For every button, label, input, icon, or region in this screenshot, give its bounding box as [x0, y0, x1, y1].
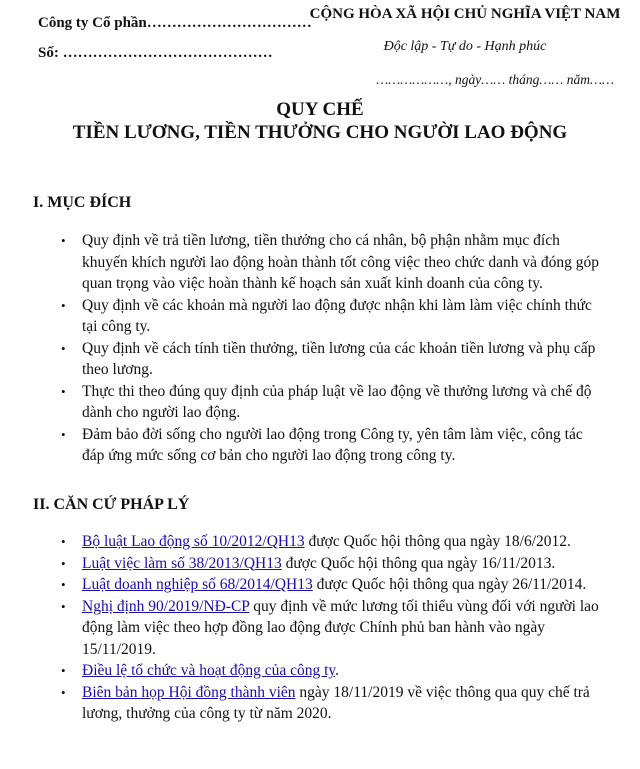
purpose-list: [60, 230, 600, 467]
bullet-icon: •: [61, 383, 66, 399]
nation-name: CỘNG HÒA XÃ HỘI CHỦ NGHĨA VIỆT NAM: [309, 6, 621, 22]
list-item-text: Quy định về trả tiền lương, tiền thưởng cho cá nhân, bộ phận nhằm mục đích khuyến khích người lao động hoàn thành tốt công việc theo chức danh và đóng góp quan trọng vào việc hoàn thành kế hoạch sản xuất kinh doanh của công ty.: [82, 232, 600, 292]
bullet-icon: •: [61, 297, 66, 313]
list-item: [60, 574, 600, 596]
bullet-icon: •: [61, 684, 66, 700]
bullet-icon: •: [61, 426, 66, 442]
board-minutes-link[interactable]: Biên bản họp Hội đồng thành viên: [82, 683, 296, 701]
list-item: [60, 338, 600, 381]
list-item-text: được Quốc hội thông qua ngày 16/11/2013.: [281, 554, 556, 572]
list-item-text: Đảm bảo đời sống cho người lao động trong Công ty, yên tâm làm việc, công tác đáp ứng mức sống cơ bản cho người lao động trong công ty.: [82, 425, 583, 464]
employment-law-link[interactable]: Luật việc làm số 38/2013/QH13: [82, 554, 282, 572]
bullet-icon: •: [61, 233, 66, 248]
labor-code-link[interactable]: Bộ luật Lao động số 10/2012/QH13: [82, 533, 305, 550]
document-subtitle: TIỀN LƯƠNG, TIỀN THƯỞNG CHO NGƯỜI LAO ĐỘNG: [72, 122, 568, 143]
bullet-icon: •: [61, 555, 66, 571]
legal-basis-list: [60, 531, 600, 725]
document-title: QUY CHẾ: [276, 99, 364, 120]
list-item: [60, 682, 600, 725]
bullet-icon: •: [61, 598, 66, 614]
enterprise-law-link[interactable]: Luật doanh nghiệp số 68/2014/QH13: [82, 576, 313, 593]
section-heading-purpose: I. MỤC ĐÍCH: [33, 194, 132, 211]
list-item: [60, 295, 600, 338]
bullet-icon: •: [61, 340, 66, 356]
section-heading-legal-basis: II. CĂN CỨ PHÁP LÝ: [33, 496, 190, 513]
list-item-text: Thực thi theo đúng quy định của pháp luật về lao động về thưởng lương và chế độ dành cho người lao động.: [82, 382, 592, 421]
list-item-text: quy định về mức lương tối thiểu vùng đối với người lao động làm việc theo hợp đồng lao động được Chính phủ ban hành vào ngày 15/11/2019.: [82, 597, 599, 658]
bullet-icon: •: [61, 663, 66, 678]
list-item: [60, 553, 600, 575]
list-item: [60, 381, 600, 424]
company-label: Công ty Cổ phần……………………………: [38, 15, 312, 31]
list-item-text: được Quốc hội thông qua ngày 18/6/2012.: [304, 533, 571, 550]
list-item-text: ngày 18/11/2019 về việc thông qua quy chế trả lương, thưởng của công ty từ năm 2020.: [82, 683, 590, 722]
list-item: [60, 660, 600, 682]
bullet-icon: •: [61, 577, 66, 592]
list-item: [60, 596, 600, 661]
list-item-text: Quy định về các khoản mà người lao động được nhận khi làm làm việc chính thức tại công ty.: [82, 296, 592, 335]
national-motto: Độc lập - Tự do - Hạnh phúc: [383, 39, 547, 54]
list-item: [60, 531, 600, 553]
document-number-label: Số: ……………………………………: [38, 45, 273, 61]
list-item-text: được Quốc hội thông qua ngày 26/11/2014.: [312, 576, 587, 593]
header-left: [38, 10, 312, 67]
date-line: ………………, ngày…… tháng…… năm……: [376, 72, 614, 87]
bullet-icon: •: [61, 534, 66, 549]
list-item: [60, 230, 600, 295]
decree-90-link[interactable]: Nghị định 90/2019/NĐ-CP: [82, 597, 250, 615]
list-item: [60, 424, 600, 467]
list-item-text: .: [335, 662, 340, 679]
list-item-text: Quy định về cách tính tiền thưởng, tiền lương của các khoản tiền lương và phụ cấp theo lương.: [82, 339, 596, 378]
company-charter-link[interactable]: Điều lệ tổ chức và hoạt động của công ty: [82, 662, 336, 679]
header-right: [300, 4, 630, 90]
